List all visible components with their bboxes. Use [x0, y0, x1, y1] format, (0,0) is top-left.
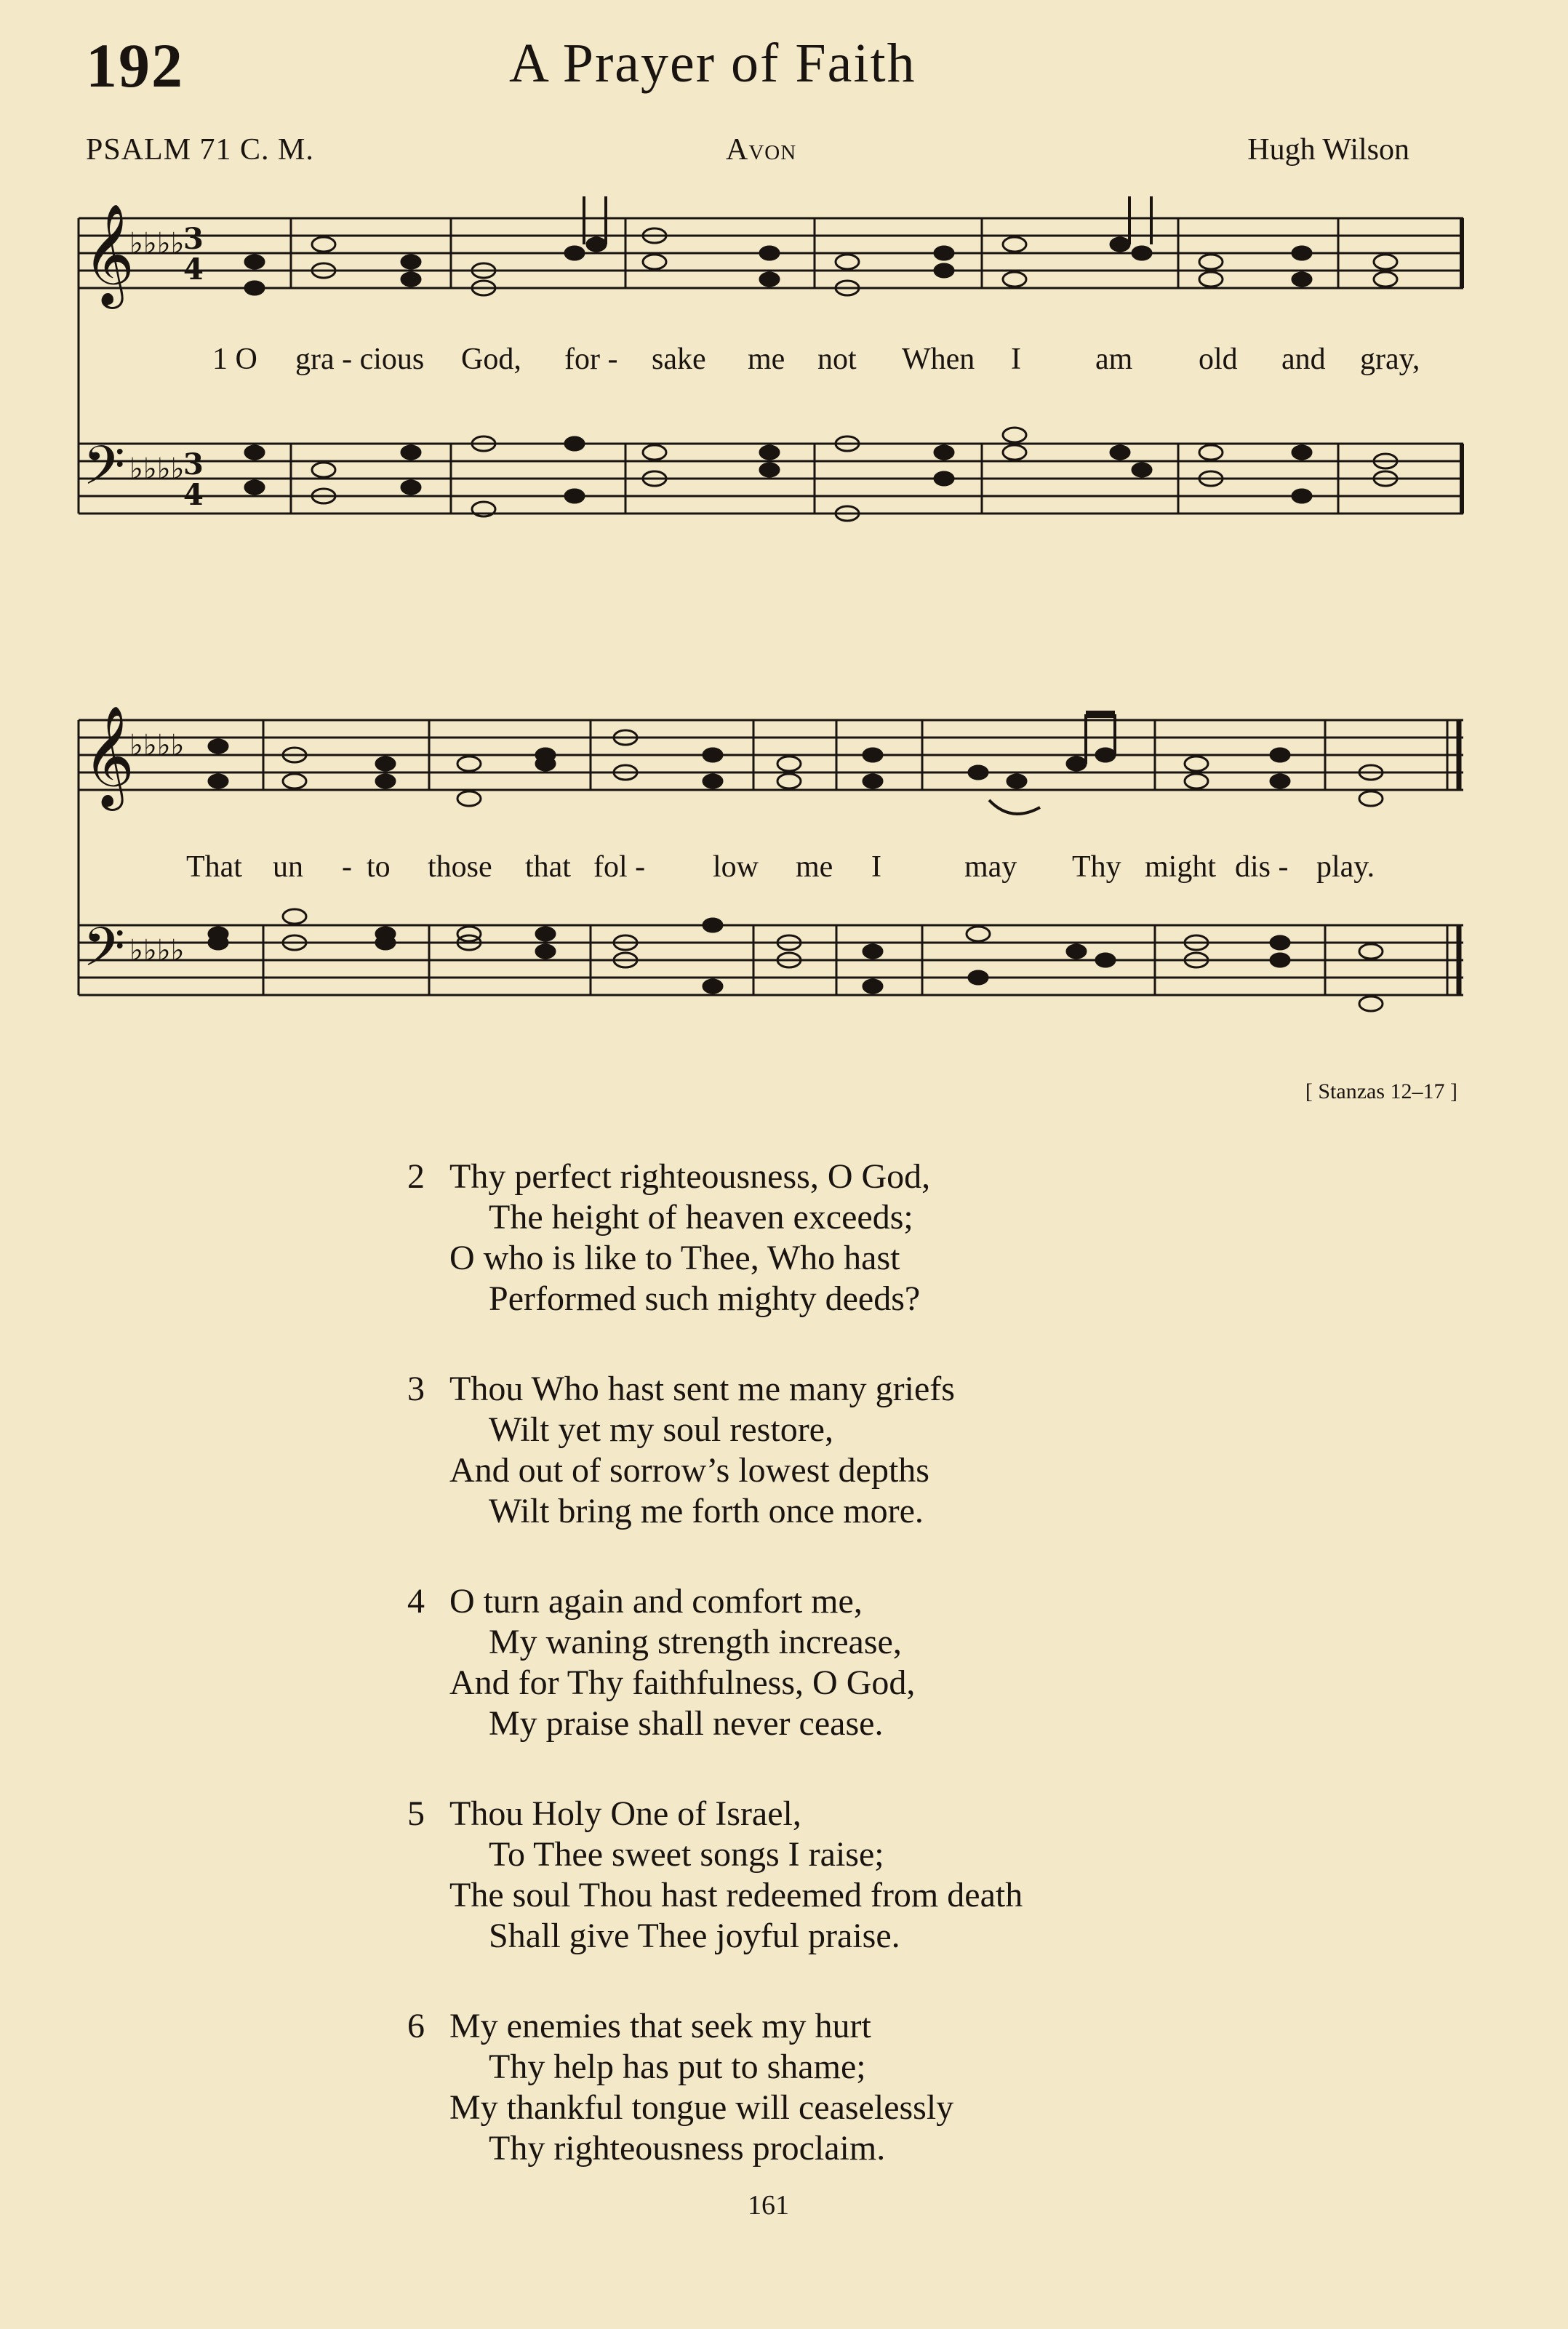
stanza-3: [407, 1369, 1280, 1532]
syllable: low: [713, 850, 759, 884]
syllable: gray,: [1360, 343, 1420, 376]
stanza-line: My waning strength increase,: [489, 1623, 902, 1661]
stanza-4: [407, 1581, 1280, 1744]
stanza-5: [407, 1794, 1280, 1957]
svg-text:𝄞: 𝄞: [83, 706, 135, 807]
stanza-note: [ Stanzas 12–17 ]: [1305, 1079, 1457, 1103]
syllable: may: [964, 850, 1017, 884]
psalm-reference: PSALM 71 C. M.: [86, 133, 314, 167]
syllable: that: [525, 850, 571, 884]
music-system-1: [73, 196, 1469, 589]
svg-text:♭♭♭♭: ♭♭♭♭: [129, 452, 185, 486]
syllable: might: [1145, 850, 1217, 884]
stanza-6: [407, 2006, 1280, 2169]
stanza-line: Thou Holy One of Israel,: [449, 1794, 801, 1833]
syllable: and: [1281, 343, 1326, 376]
syllable: I: [1011, 343, 1021, 376]
composer-credit: Hugh Wilson: [1247, 133, 1409, 167]
svg-text:3: 3: [183, 447, 204, 482]
stanza-number: 3: [407, 1370, 425, 1408]
syllable: When: [902, 343, 975, 376]
svg-text:3: 3: [183, 222, 204, 256]
music-staves-2: [73, 698, 1469, 1076]
syllable: I: [871, 850, 881, 884]
stanza-line: The soul Thou hast redeemed from death: [449, 1876, 1023, 1914]
hymn-title: A Prayer of Faith: [509, 33, 916, 94]
syllable: to: [367, 850, 391, 884]
stanza-line: Thy help has put to shame;: [489, 2048, 866, 2086]
svg-text:𝄞: 𝄞: [83, 204, 135, 305]
svg-text:4: 4: [183, 252, 204, 287]
syllable: fol -: [593, 850, 646, 884]
syllable: gra - cious: [295, 343, 425, 376]
syllable: me: [796, 850, 833, 884]
svg-text:♭♭♭♭: ♭♭♭♭: [129, 729, 185, 762]
stanza-line: Thou Who hast sent me many griefs: [449, 1370, 955, 1408]
stanza-line: The height of heaven exceeds;: [489, 1198, 913, 1237]
syllable: un: [273, 850, 303, 884]
music-staves-1: [73, 196, 1469, 589]
syllable: play.: [1316, 850, 1375, 884]
page-number: 161: [748, 2190, 789, 2221]
svg-text:𝄢: 𝄢: [83, 434, 125, 511]
tune-name: Avon: [726, 133, 797, 167]
stanza-line: And out of sorrow’s lowest depths: [449, 1451, 929, 1490]
stanza-line: Shall give Thee joyful praise.: [489, 1917, 900, 1955]
syllable: me: [748, 343, 785, 376]
stanza-line: O who is like to Thee, Who hast: [449, 1239, 900, 1277]
syllable: sake: [652, 343, 706, 376]
stanza-line: And for Thy faithfulness, O God,: [449, 1663, 916, 1702]
svg-text:♭♭♭♭: ♭♭♭♭: [129, 934, 185, 967]
syllable: for -: [564, 343, 618, 376]
syllable: not: [817, 343, 857, 376]
stanza-line: My enemies that seek my hurt: [449, 2007, 871, 2045]
stanza-line: O turn again and comfort me,: [449, 1582, 863, 1621]
svg-text:♭♭♭♭: ♭♭♭♭: [129, 227, 185, 260]
stanza-line: To Thee sweet songs I raise;: [489, 1835, 884, 1874]
syllable: dis -: [1235, 850, 1289, 884]
syllable: Thy: [1072, 850, 1121, 884]
stanza-2: [407, 1156, 1280, 1319]
stanza-number: 4: [407, 1582, 425, 1621]
stanza-line: Wilt bring me forth once more.: [489, 1492, 924, 1530]
stanza-number: 5: [407, 1794, 425, 1833]
syllable: 1 O: [212, 343, 257, 376]
stanzas-block: [407, 1156, 1280, 2218]
syllable: -: [342, 850, 352, 884]
syllable: am: [1095, 343, 1133, 376]
stanza-line: My praise shall never cease.: [489, 1704, 884, 1743]
syllable: God,: [461, 343, 521, 376]
svg-text:4: 4: [183, 478, 204, 512]
stanza-line: Thy perfect righteousness, O God,: [449, 1157, 931, 1196]
hymn-number: 192: [86, 31, 184, 100]
stanza-line: My thankful tongue will ceaselessly: [449, 2088, 954, 2127]
stanza-line: Wilt yet my soul restore,: [489, 1410, 833, 1449]
stanza-line: Thy righteousness proclaim.: [489, 2129, 886, 2168]
syllable: That: [186, 850, 242, 884]
music-system-2: [73, 698, 1469, 1076]
syllable: those: [428, 850, 492, 884]
stanza-number: 2: [407, 1157, 425, 1196]
hymn-meta-row: [86, 132, 1409, 176]
stanza-number: 6: [407, 2007, 425, 2045]
svg-text:𝄢: 𝄢: [83, 916, 125, 992]
syllable: old: [1199, 343, 1238, 376]
stanza-line: Performed such mighty deeds?: [489, 1279, 921, 1318]
